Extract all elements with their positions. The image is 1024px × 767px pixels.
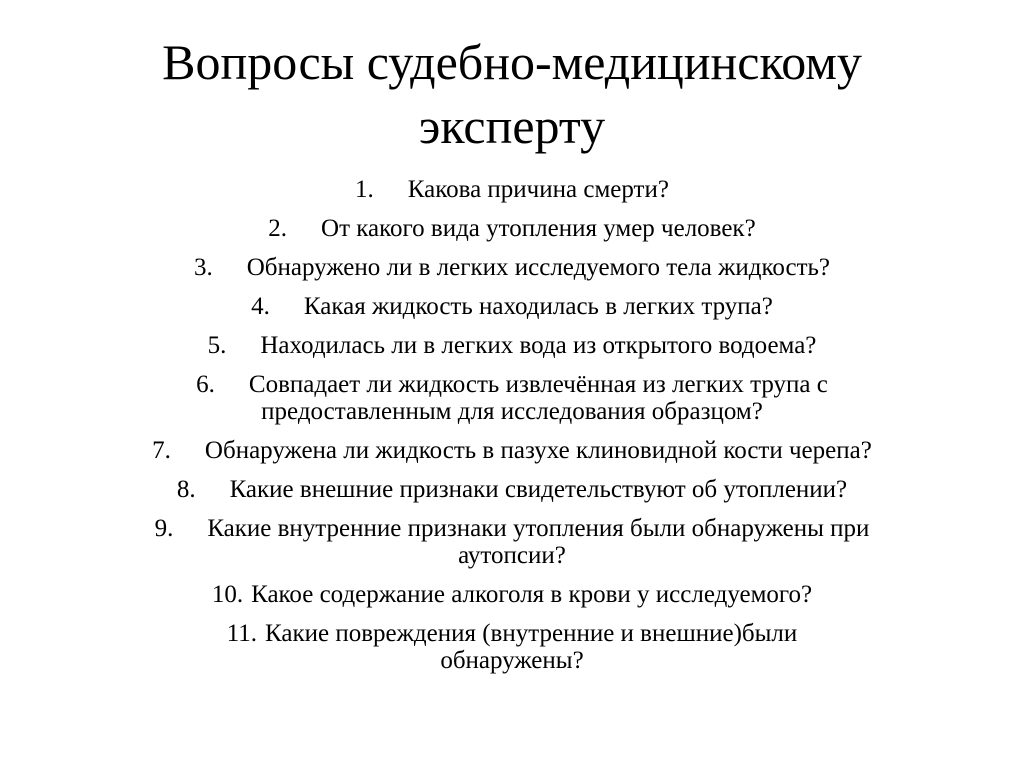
question-text-continuation: обнаружены? [440,647,584,674]
question-text: Находилась ли в легких вода из открытого водоема? [260,332,817,359]
slide-title [0,30,1024,158]
slide-title-line-2: эксперту [418,98,606,154]
question-number: 10. [211,581,244,608]
question-number: 4. [251,293,270,320]
question-number: 9. [154,515,174,542]
question-text: Какая жидкость находилась в легких трупа? [303,293,773,320]
question-number: 1. [355,176,374,203]
question-text: Обнаружена ли жидкость в пазухе клиновидной кости черепа? [204,437,872,464]
question-number: 3. [193,254,213,281]
question-text: Совпадает ли жидкость извлечённая из легких трупа с [248,371,828,398]
question-text: Какое содержание алкоголя в крови у исследуемого? [251,581,813,608]
question-number: 7. [152,437,171,464]
question-item [0,581,1024,608]
question-text: Какова причина смерти? [407,176,669,203]
questions-list [0,176,1024,686]
question-item [0,293,1024,320]
question-item [0,371,1024,425]
question-number: 8. [176,476,196,503]
question-text: От какого вида утопления умер человек? [321,215,756,242]
question-text: Какие повреждения (внутренние и внешние)были [265,620,798,647]
question-item [0,515,1024,569]
question-item [0,332,1024,359]
question-item [0,620,1024,674]
question-number: 11. [226,620,258,647]
question-item [0,437,1024,464]
question-number: 2. [268,215,288,242]
question-text-continuation: аутопсии? [458,542,566,569]
question-text: Какие внешние признаки свидетельствуют об утоплении? [229,476,848,503]
question-item [0,176,1024,203]
question-item [0,476,1024,503]
question-text: Обнаружено ли в легких исследуемого тела жидкость? [246,254,830,281]
question-text: Какие внутренние признаки утопления были обнаружены при [207,515,870,542]
question-text-continuation: предоставленным для исследования образцом? [261,398,763,425]
question-number: 6. [196,371,215,398]
slide-title-line-1: Вопросы судебно-медицинскому [162,34,862,90]
question-item [0,254,1024,281]
question-item [0,215,1024,242]
question-number: 5. [207,332,227,359]
